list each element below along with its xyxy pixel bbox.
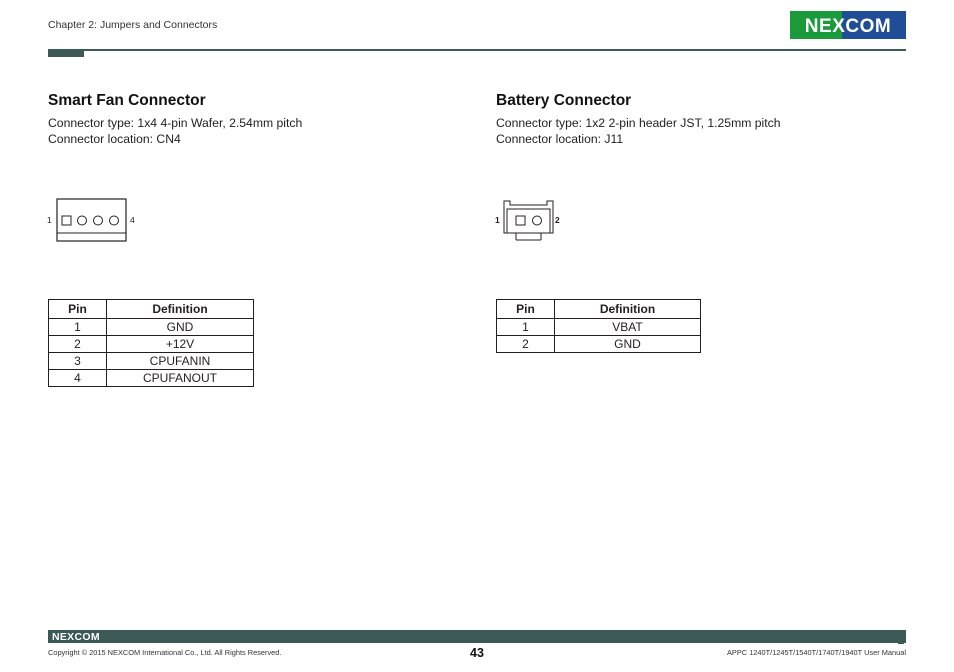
battery-pin-table bbox=[496, 299, 701, 353]
fan-pin-table bbox=[48, 299, 254, 387]
battery-pin-last-label: 2 bbox=[555, 215, 560, 225]
footer-copyright: Copyright © 2015 NEXCOM International Co., Ltd. All Rights Reserved. bbox=[48, 648, 282, 657]
table-row: 2 GND bbox=[497, 336, 701, 353]
fan-pin-3 bbox=[94, 216, 103, 225]
battery-pin-first-label: 1 bbox=[495, 215, 500, 225]
battery-section-title: Battery Connector bbox=[496, 92, 632, 109]
footer-square-icon bbox=[898, 638, 904, 644]
footer-logo: NEXCOM bbox=[52, 631, 100, 643]
chapter-label: Chapter 2: Jumpers and Connectors bbox=[48, 19, 218, 31]
battery-connector-type: Connector type: 1x2 2-pin header JST, 1.25mm pitch bbox=[496, 116, 781, 130]
fan-section-title: Smart Fan Connector bbox=[48, 92, 206, 109]
table-row: 4 CPUFANOUT bbox=[49, 370, 254, 387]
table-row: 1 VBAT bbox=[497, 319, 701, 336]
battery-pin-1 bbox=[516, 216, 525, 225]
fan-connector-type: Connector type: 1x4 4-pin Wafer, 2.54mm pitch bbox=[48, 116, 303, 130]
logo-text: NEXCOM bbox=[804, 16, 892, 37]
battery-header-definition: Definition bbox=[555, 300, 701, 319]
header-rule bbox=[48, 49, 906, 51]
table-row: 3 CPUFANIN bbox=[49, 353, 254, 370]
footer-bar bbox=[48, 630, 906, 643]
table-row: 1 GND bbox=[49, 319, 254, 336]
fan-pin-1 bbox=[62, 216, 71, 225]
fan-connector-location: Connector location: CN4 bbox=[48, 132, 181, 146]
header-rule-block bbox=[48, 49, 84, 57]
fan-pin-last-label: 4 bbox=[130, 215, 135, 225]
fan-connector-diagram bbox=[56, 198, 128, 243]
table-row: 2 +12V bbox=[49, 336, 254, 353]
fan-pin-2 bbox=[78, 216, 87, 225]
battery-header-pin: Pin bbox=[497, 300, 555, 319]
manual-title: APPC 1240T/1245T/1540T/1740T/1940T User Manual bbox=[727, 648, 906, 657]
battery-connector-diagram bbox=[503, 198, 555, 244]
fan-pin-4 bbox=[110, 216, 119, 225]
nexcom-logo bbox=[790, 11, 906, 39]
fan-header-definition: Definition bbox=[107, 300, 254, 319]
battery-connector-location: Connector location: J11 bbox=[496, 132, 624, 146]
page-number: 43 bbox=[470, 646, 484, 660]
fan-header-pin: Pin bbox=[49, 300, 107, 319]
battery-pin-2 bbox=[533, 216, 542, 225]
fan-pin-first-label: 1 bbox=[47, 215, 52, 225]
footer-square-icon bbox=[890, 630, 896, 636]
